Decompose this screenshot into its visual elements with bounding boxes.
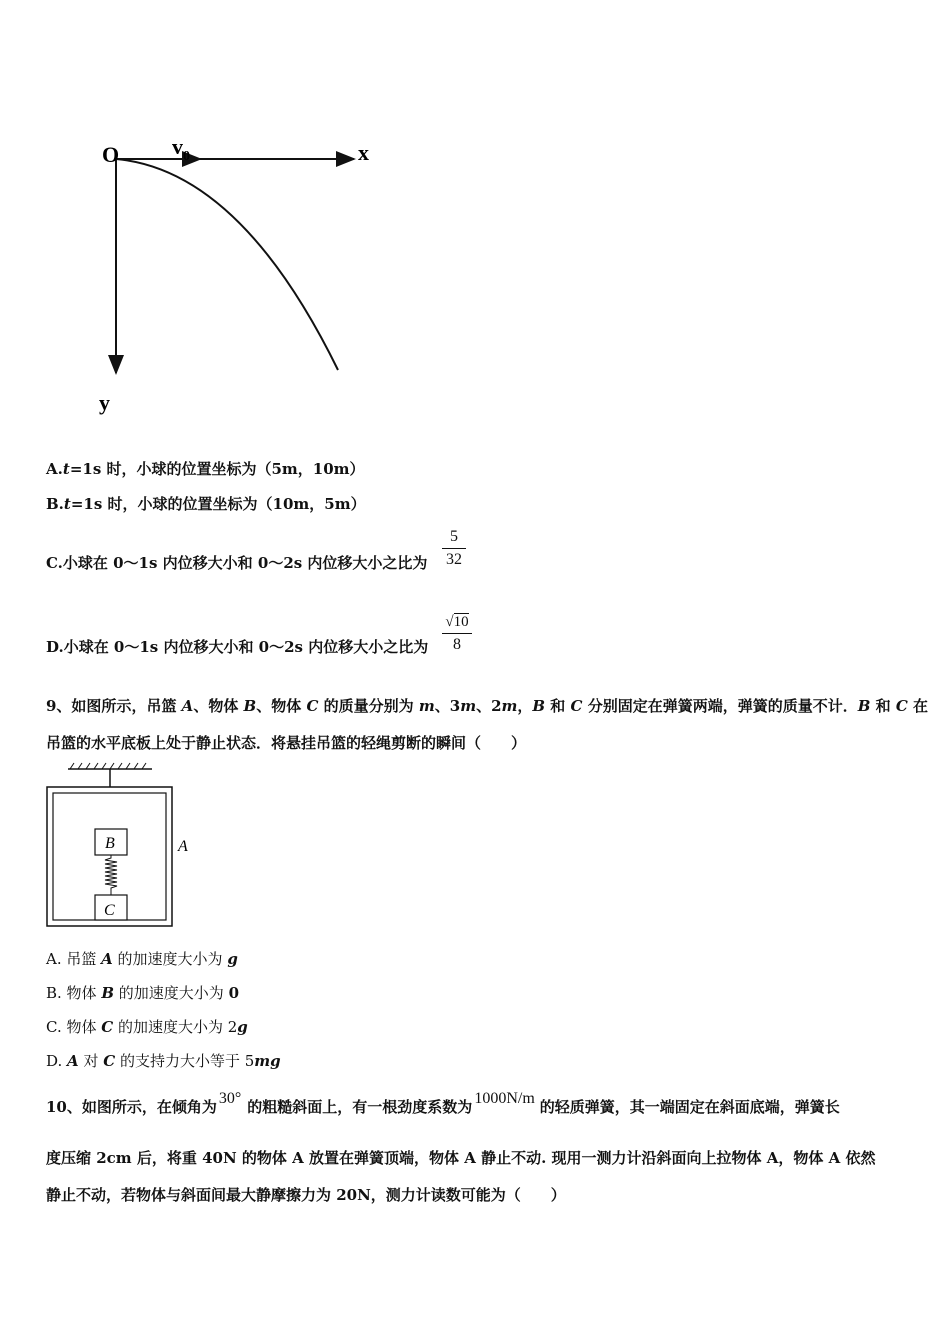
y-axis-label: y <box>99 390 110 415</box>
q10-stem-line3: 静止不动，若物体与斜面间最大静摩擦力为 20N，测力计读数可能为（ ） <box>46 1186 566 1204</box>
q8-option-c: C.小球在 0～1s 内位移大小和 0～2s 内位移大小之比为 <box>46 554 428 572</box>
velocity-subscript: 0 <box>183 149 190 164</box>
q9-stem-line2: 吊篮的水平底板上处于静止状态．将悬挂吊篮的轻绳剪断的瞬间（ ） <box>46 734 527 752</box>
q9-option-b: B. 物体 B 的加速度大小为 0 <box>46 984 239 1002</box>
q8-option-a: A.t=1s 时，小球的位置坐标为（5m，10m） <box>46 460 365 478</box>
label-c: C <box>104 902 115 919</box>
angle-value: 30° <box>218 1090 242 1107</box>
trajectory-curve <box>116 159 338 370</box>
x-axis-label: x <box>358 140 369 165</box>
q9-option-d: D. A 对 C 的支持力大小等于 5mg <box>46 1052 281 1070</box>
q8-option-b: B.t=1s 时，小球的位置坐标为（10m，5m） <box>46 495 366 513</box>
q8-option-d: D.小球在 0～1s 内位移大小和 0～2s 内位移大小之比为 <box>46 638 429 656</box>
q8-c-fraction: 5 32 <box>442 527 466 570</box>
q10-stem-line1: 10、如图所示，在倾角为 30° 的粗糙斜面上，有一根劲度系数为 1000N/m 的轻质弹簧，其一端固定在斜面底端，弹簧长 <box>46 1090 840 1116</box>
projectile-diagram <box>90 130 390 430</box>
label-a: A <box>178 838 188 855</box>
spring <box>105 855 117 895</box>
sqrt-icon: √ <box>445 614 454 630</box>
q8-d-fraction: √10 8 <box>442 612 472 655</box>
spring-constant: 1000N/m <box>474 1090 535 1107</box>
ceiling-hatch <box>70 763 146 769</box>
q9-option-c: C. 物体 C 的加速度大小为 2g <box>46 1018 248 1036</box>
q10-stem-line2: 度压缩 2cm 后，将重 40N 的物体 A 放置在弹簧顶端，物体 A 静止不动. 现用一测力计沿斜面向上拉物体 A，物体 A 依然 <box>46 1149 876 1167</box>
label-b: B <box>105 835 115 852</box>
q9-option-a: A. 吊篮 A 的加速度大小为 g <box>46 950 238 968</box>
origin-label: O <box>102 142 120 167</box>
velocity-label: v <box>172 134 183 159</box>
q9-stem-line1: 9、如图所示，吊篮 A、物体 B、物体 C 的质量分别为 m、3m、2m，B 和 C 分别固定在弹簧两端，弹簧的质量不计．B 和 C 在 <box>46 697 929 715</box>
basket-diagram <box>40 760 200 930</box>
